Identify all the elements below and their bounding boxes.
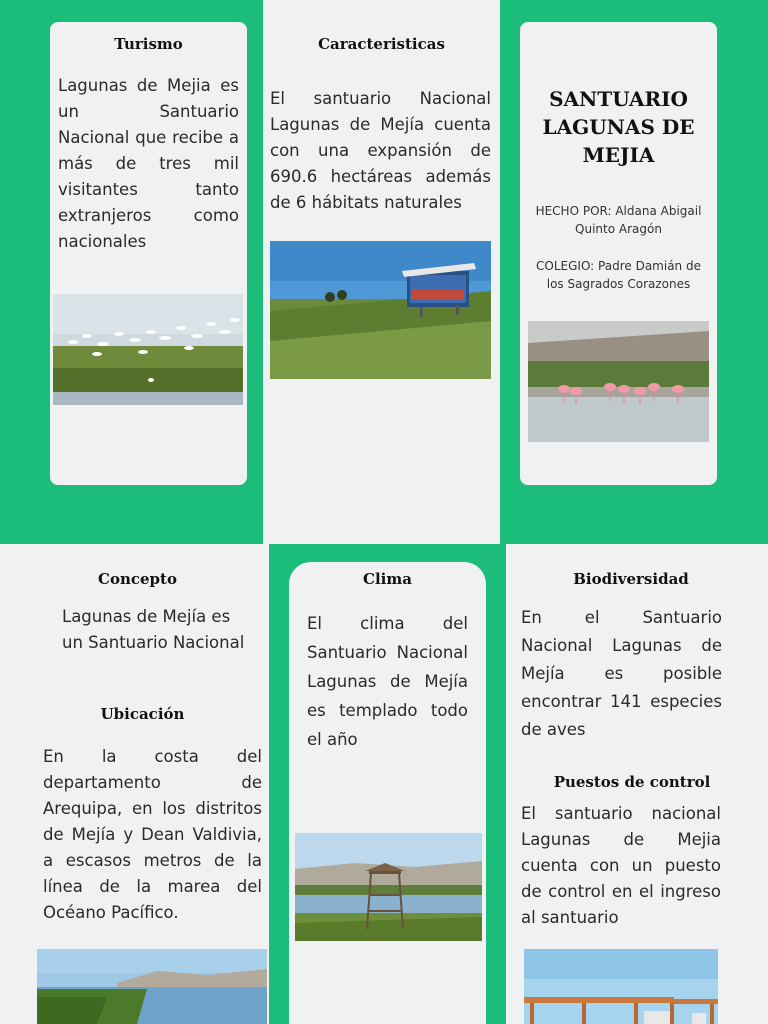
concepto-panel	[0, 544, 269, 1024]
biodiversidad-text: En el Santuario Nacional Lagunas de Mejía es posible encontrar 141 especies de aves	[521, 608, 722, 739]
turismo-title: Turismo	[114, 35, 183, 53]
clima-panel	[289, 562, 486, 1024]
turismo-panel	[50, 22, 247, 485]
school-line1: COLEGIO: Padre Damián de	[536, 259, 701, 273]
caracteristicas-title: Caracteristicas	[318, 35, 445, 53]
portada-panel	[520, 22, 717, 485]
puestos-title: Puestos de control	[553, 773, 711, 791]
sign-photo	[270, 241, 491, 379]
caracteristicas-panel	[263, 0, 500, 544]
concepto-title: Concepto	[98, 570, 177, 588]
puestos-text: El santuario nacional Lagunas de Mejia cuenta con un puesto de control en el ingreso al santuario	[521, 804, 721, 927]
concepto-text: Lagunas de Mejía es un Santuario Nacional	[62, 607, 245, 652]
portada-title-line2: LAGUNAS DE	[542, 115, 695, 139]
author-line1: HECHO POR: Aldana Abigail	[535, 204, 702, 218]
tower-photo	[295, 833, 482, 941]
biodiversidad-title: Biodiversidad	[573, 570, 689, 588]
lagoon-photo	[37, 949, 267, 1024]
ubicacion-text: En la costa del departamento de Arequipa, en los distritos de Mejía y Dean Valdivia, a escasos metros de la línea de la marea del Océano Pacífico.	[43, 747, 262, 922]
control-post-photo	[524, 949, 718, 1024]
portada-title-line3: MEJIA	[582, 143, 655, 167]
flamingos-photo	[528, 321, 709, 442]
caracteristicas-text: El santuario Nacional Lagunas de Mejía cuenta con una expansión de 690.6 hectáreas además de 6 hábitats naturales	[270, 89, 491, 212]
author-line2: Quinto Aragón	[575, 222, 662, 236]
clima-title: Clima	[363, 570, 412, 588]
turismo-text: Lagunas de Mejia es un Santuario Nacional que recibe a más de tres mil visitantes tanto extranjeros como nacionales	[58, 76, 239, 251]
portada-title-line1: SANTUARIO	[549, 87, 688, 111]
clima-text: El clima del Santuario Nacional Lagunas de Mejía es templado todo el año	[307, 614, 468, 749]
birds-photo	[53, 294, 243, 405]
biodiversidad-panel	[506, 544, 768, 1024]
school-line2: los Sagrados Corazones	[546, 277, 691, 291]
ubicacion-title: Ubicación	[100, 705, 185, 723]
